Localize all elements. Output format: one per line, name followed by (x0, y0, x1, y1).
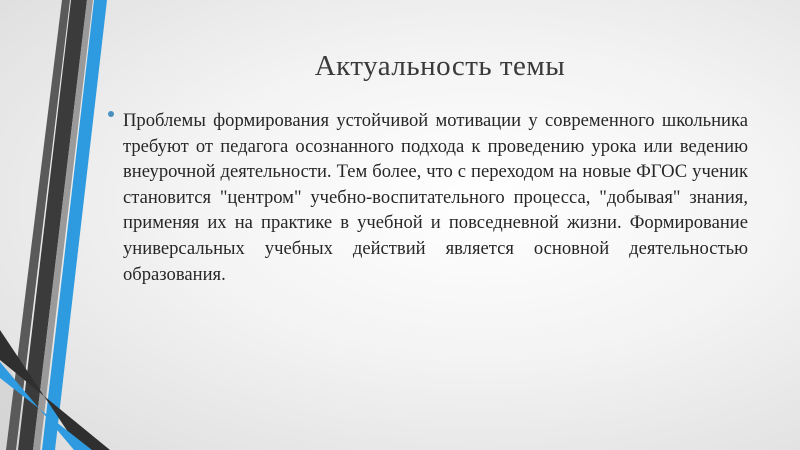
slide-title: Актуальность темы (314, 50, 566, 82)
bullet-icon (108, 111, 114, 117)
body-paragraph: Проблемы формирования устойчивой мотивации у современного школьника требуют от педагога осознанного подхода к проведению урока или ведению внеурочной деятельности. Тем более, что с переходом на новые ФГОС ученик становится "центром" учебно-воспитательного процесса, "добывая" знания, применяя их на практике в учебной и повседневной жизни. Формирование универсальных учебных действий является основной деятельностью образования. (123, 110, 748, 285)
slide-content (108, 108, 748, 287)
